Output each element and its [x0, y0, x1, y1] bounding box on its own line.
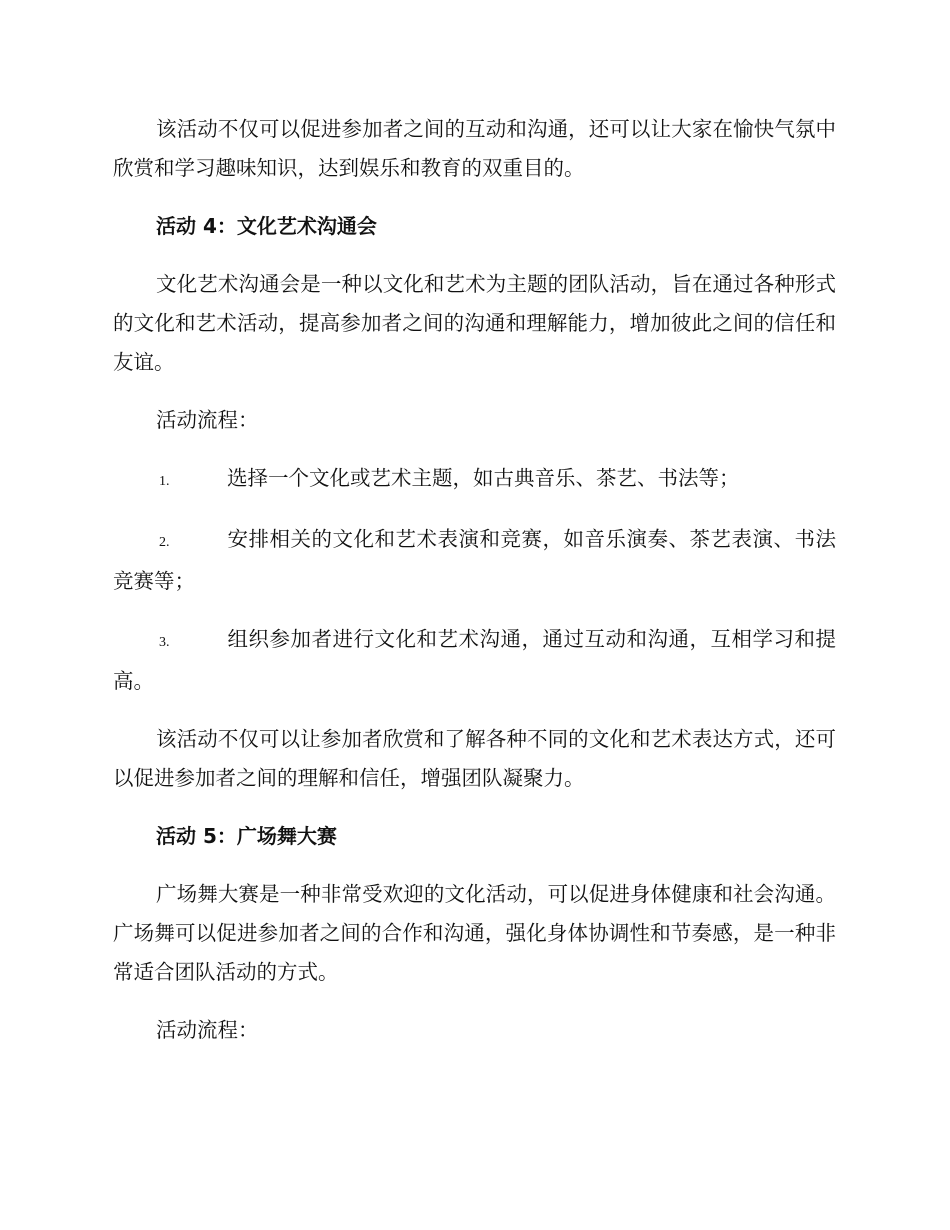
- list-item-number: 2.: [159, 535, 170, 550]
- list-item: [113, 459, 836, 501]
- list-item: [113, 620, 836, 701]
- activity4-summary: 该活动不仅可以让参加者欣赏和了解各种不同的文化和艺术表达方式，还可以促进参加者之间的理解和信任，增强团队凝聚力。: [113, 727, 836, 790]
- list-item: [113, 520, 836, 601]
- list-item-number: 1.: [159, 474, 170, 489]
- list-item-number: 3.: [159, 635, 170, 650]
- activity4-heading: 活动 4：文化艺术沟通会: [156, 214, 377, 238]
- list-item-text: 组织参加者进行文化和艺术沟通，通过互动和沟通，互相学习和提高。: [113, 627, 836, 693]
- intro-paragraph: 该活动不仅可以促进参加者之间的互动和沟通，还可以让大家在愉快气氛中欣赏和学习趣味知识，达到娱乐和教育的双重目的。: [113, 117, 836, 180]
- activity4-description: 文化艺术沟通会是一种以文化和艺术为主题的团队活动，旨在通过各种形式的文化和艺术活动，提高参加者之间的沟通和理解能力，增加彼此之间的信任和友谊。: [113, 272, 836, 374]
- activity5-heading: 活动 5：广场舞大赛: [156, 824, 337, 848]
- activity5-description: 广场舞大赛是一种非常受欢迎的文化活动，可以促进身体健康和社会沟通。广场舞可以促进参加者之间的合作和沟通，强化身体协调性和节奏感，是一种非常适合团队活动的方式。: [113, 882, 836, 984]
- activity4-process-label: 活动流程：: [156, 408, 259, 432]
- list-item-text: 选择一个文化或艺术主题，如古典音乐、茶艺、书法等；: [227, 466, 740, 490]
- list-item-text: 安排相关的文化和艺术表演和竞赛，如音乐演奏、茶艺表演、书法竞赛等；: [113, 527, 836, 593]
- activity5-process-label: 活动流程：: [156, 1018, 259, 1042]
